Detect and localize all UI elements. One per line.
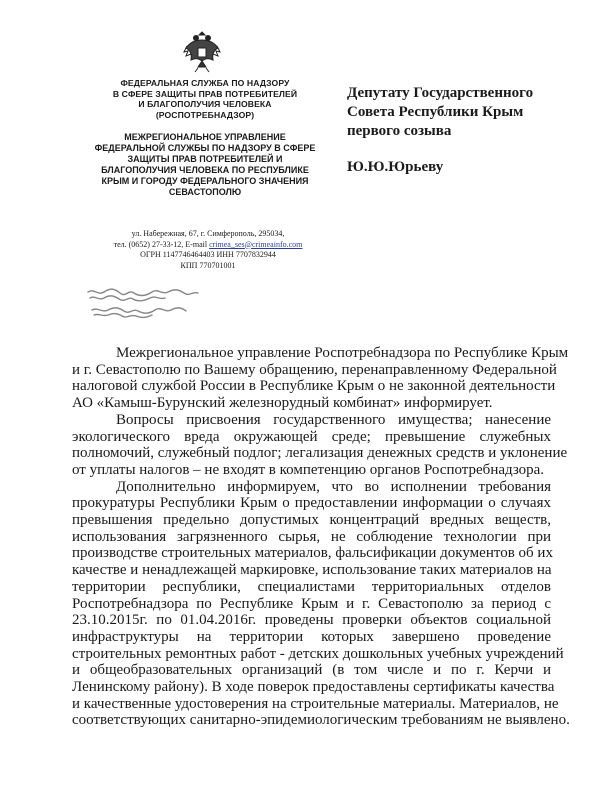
text-line: и г. Севастополю по Вашему обращению, перенаправленному Федеральной	[72, 361, 557, 378]
recipient-name: Ю.Ю.Юрьеву	[347, 159, 444, 175]
agency-line: (РОСПОТРЕБНАДЗОР)	[155, 109, 255, 120]
sender-contacts	[78, 229, 338, 271]
text-line: и общеобразовательных организаций (в том числе и по г. Керчи и	[72, 662, 551, 679]
kpp-line: КПП 770701001	[180, 260, 236, 270]
text-line: строительных ремонтных работ - детских дошкольных учебных учреждений	[72, 645, 564, 662]
division-line: СЕВАСТОПОЛЮ	[168, 187, 242, 197]
agency-name	[70, 78, 340, 120]
text-line: от уплаты налогов – не входят в компетенцию органов Роспотребнадзора.	[72, 461, 545, 478]
agency-line: В СФЕРЕ ЗАЩИТЫ ПРАВ ПОТРЕБИТЕЛЕЙ	[112, 88, 298, 99]
text-line: Ленинскому району). В ходе поверок предоставлены сертификаты качества	[72, 679, 555, 696]
division-name	[70, 132, 340, 198]
text-line: Вопросы присвоения государственного имущества; нанесение	[116, 411, 551, 428]
ogrn-inn-line: ОГРН 1147746464403 ИНН 7707832944	[140, 250, 276, 259]
text-line: экологического вреда окружающей среде; превышение служебных	[72, 428, 551, 445]
text-line: производстве строительных материалов, фальсификации документов об их	[72, 545, 553, 562]
sender-block	[70, 78, 340, 198]
agency-line: И БЛАГОПОЛУЧИЯ ЧЕЛОВЕКА	[138, 99, 272, 109]
text-line: инфраструктуры на территории которых завершено проведение	[72, 628, 551, 645]
text-line: использования загрязненного сырья, не соблюдение технологии при	[72, 528, 551, 545]
text-line: полномочий, служебный подлог; легализация денежных средств и уклонение	[72, 445, 568, 462]
text-line: территории республики, специалистами территориальных отделов	[72, 578, 551, 595]
agency-line: ФЕДЕРАЛЬНАЯ СЛУЖБА ПО НАДЗОРУ	[120, 78, 290, 88]
recipient-line: первого созыва	[347, 123, 452, 139]
email-link[interactable]: crimea_ses@crimeainfo.com	[209, 239, 303, 249]
text-line: качестве и ненадлежащей маркировке, использование таких материалов на	[72, 562, 552, 579]
registration-number-scribble	[84, 286, 214, 320]
coat-of-arms-emblem	[182, 28, 222, 74]
recipient-block	[347, 84, 577, 177]
recipient-line: Депутату Государственного	[347, 85, 534, 101]
recipient-line: Совета Республики Крым	[347, 104, 524, 120]
phone-text: тел. (0652) 27-33-12, E-mail	[113, 239, 210, 249]
address-line: ул. Набережная, 67, г. Симферополь, 295034,	[131, 229, 285, 238]
text-line: соответствующих санитарно-эпидемиологическим требованиям не выявлено.	[72, 712, 570, 729]
body-paragraph	[72, 478, 570, 730]
text-line: Роспотребнадзора по Республике Крым и г. Севастополю за период с	[72, 595, 551, 612]
division-line: ФЕДЕРАЛЬНОЙ СЛУЖБЫ ПО НАДЗОРУ В СФЕРЕ	[94, 143, 316, 153]
division-line: МЕЖРЕГИОНАЛЬНОЕ УПРАВЛЕНИЕ	[124, 132, 286, 142]
division-line: ЗАЩИТЫ ПРАВ ПОТРЕБИТЕЛЕЙ И	[127, 154, 283, 164]
text-line: Межрегиональное управление Роспотребнадзора по Республике Крым	[116, 345, 569, 361]
phone-email-line	[78, 240, 338, 251]
text-line: Дополнительно информируем, что во исполнении требования	[116, 478, 551, 495]
text-line: АО «Камыш-Бурунский железнорудный комбинат» информирует.	[72, 395, 493, 412]
text-line: и качественные удостоверения на строительные материалы. Материалов, не	[72, 695, 559, 712]
body-paragraph	[72, 411, 568, 479]
text-line: превышения предельно допустимых концентраций вредных веществ,	[72, 512, 551, 529]
body-paragraph	[72, 345, 569, 412]
text-line: налоговой службой России в Республике Крым о не законной деятельности	[72, 378, 556, 395]
letter-body	[72, 345, 570, 729]
division-line: КРЫМ И ГОРОДУ ФЕДЕРАЛЬНОГО ЗНАЧЕНИЯ	[101, 176, 309, 186]
text-line: прокуратуры Республики Крым о предоставлении информации о случаях	[72, 495, 551, 512]
division-line: БЛАГОПОЛУЧИЯ ЧЕЛОВЕКА ПО РЕСПУБЛИКЕ	[101, 165, 309, 175]
text-line: 23.10.2015г. по 01.04.2016г. проведены проверки объектов социальной	[72, 612, 551, 629]
